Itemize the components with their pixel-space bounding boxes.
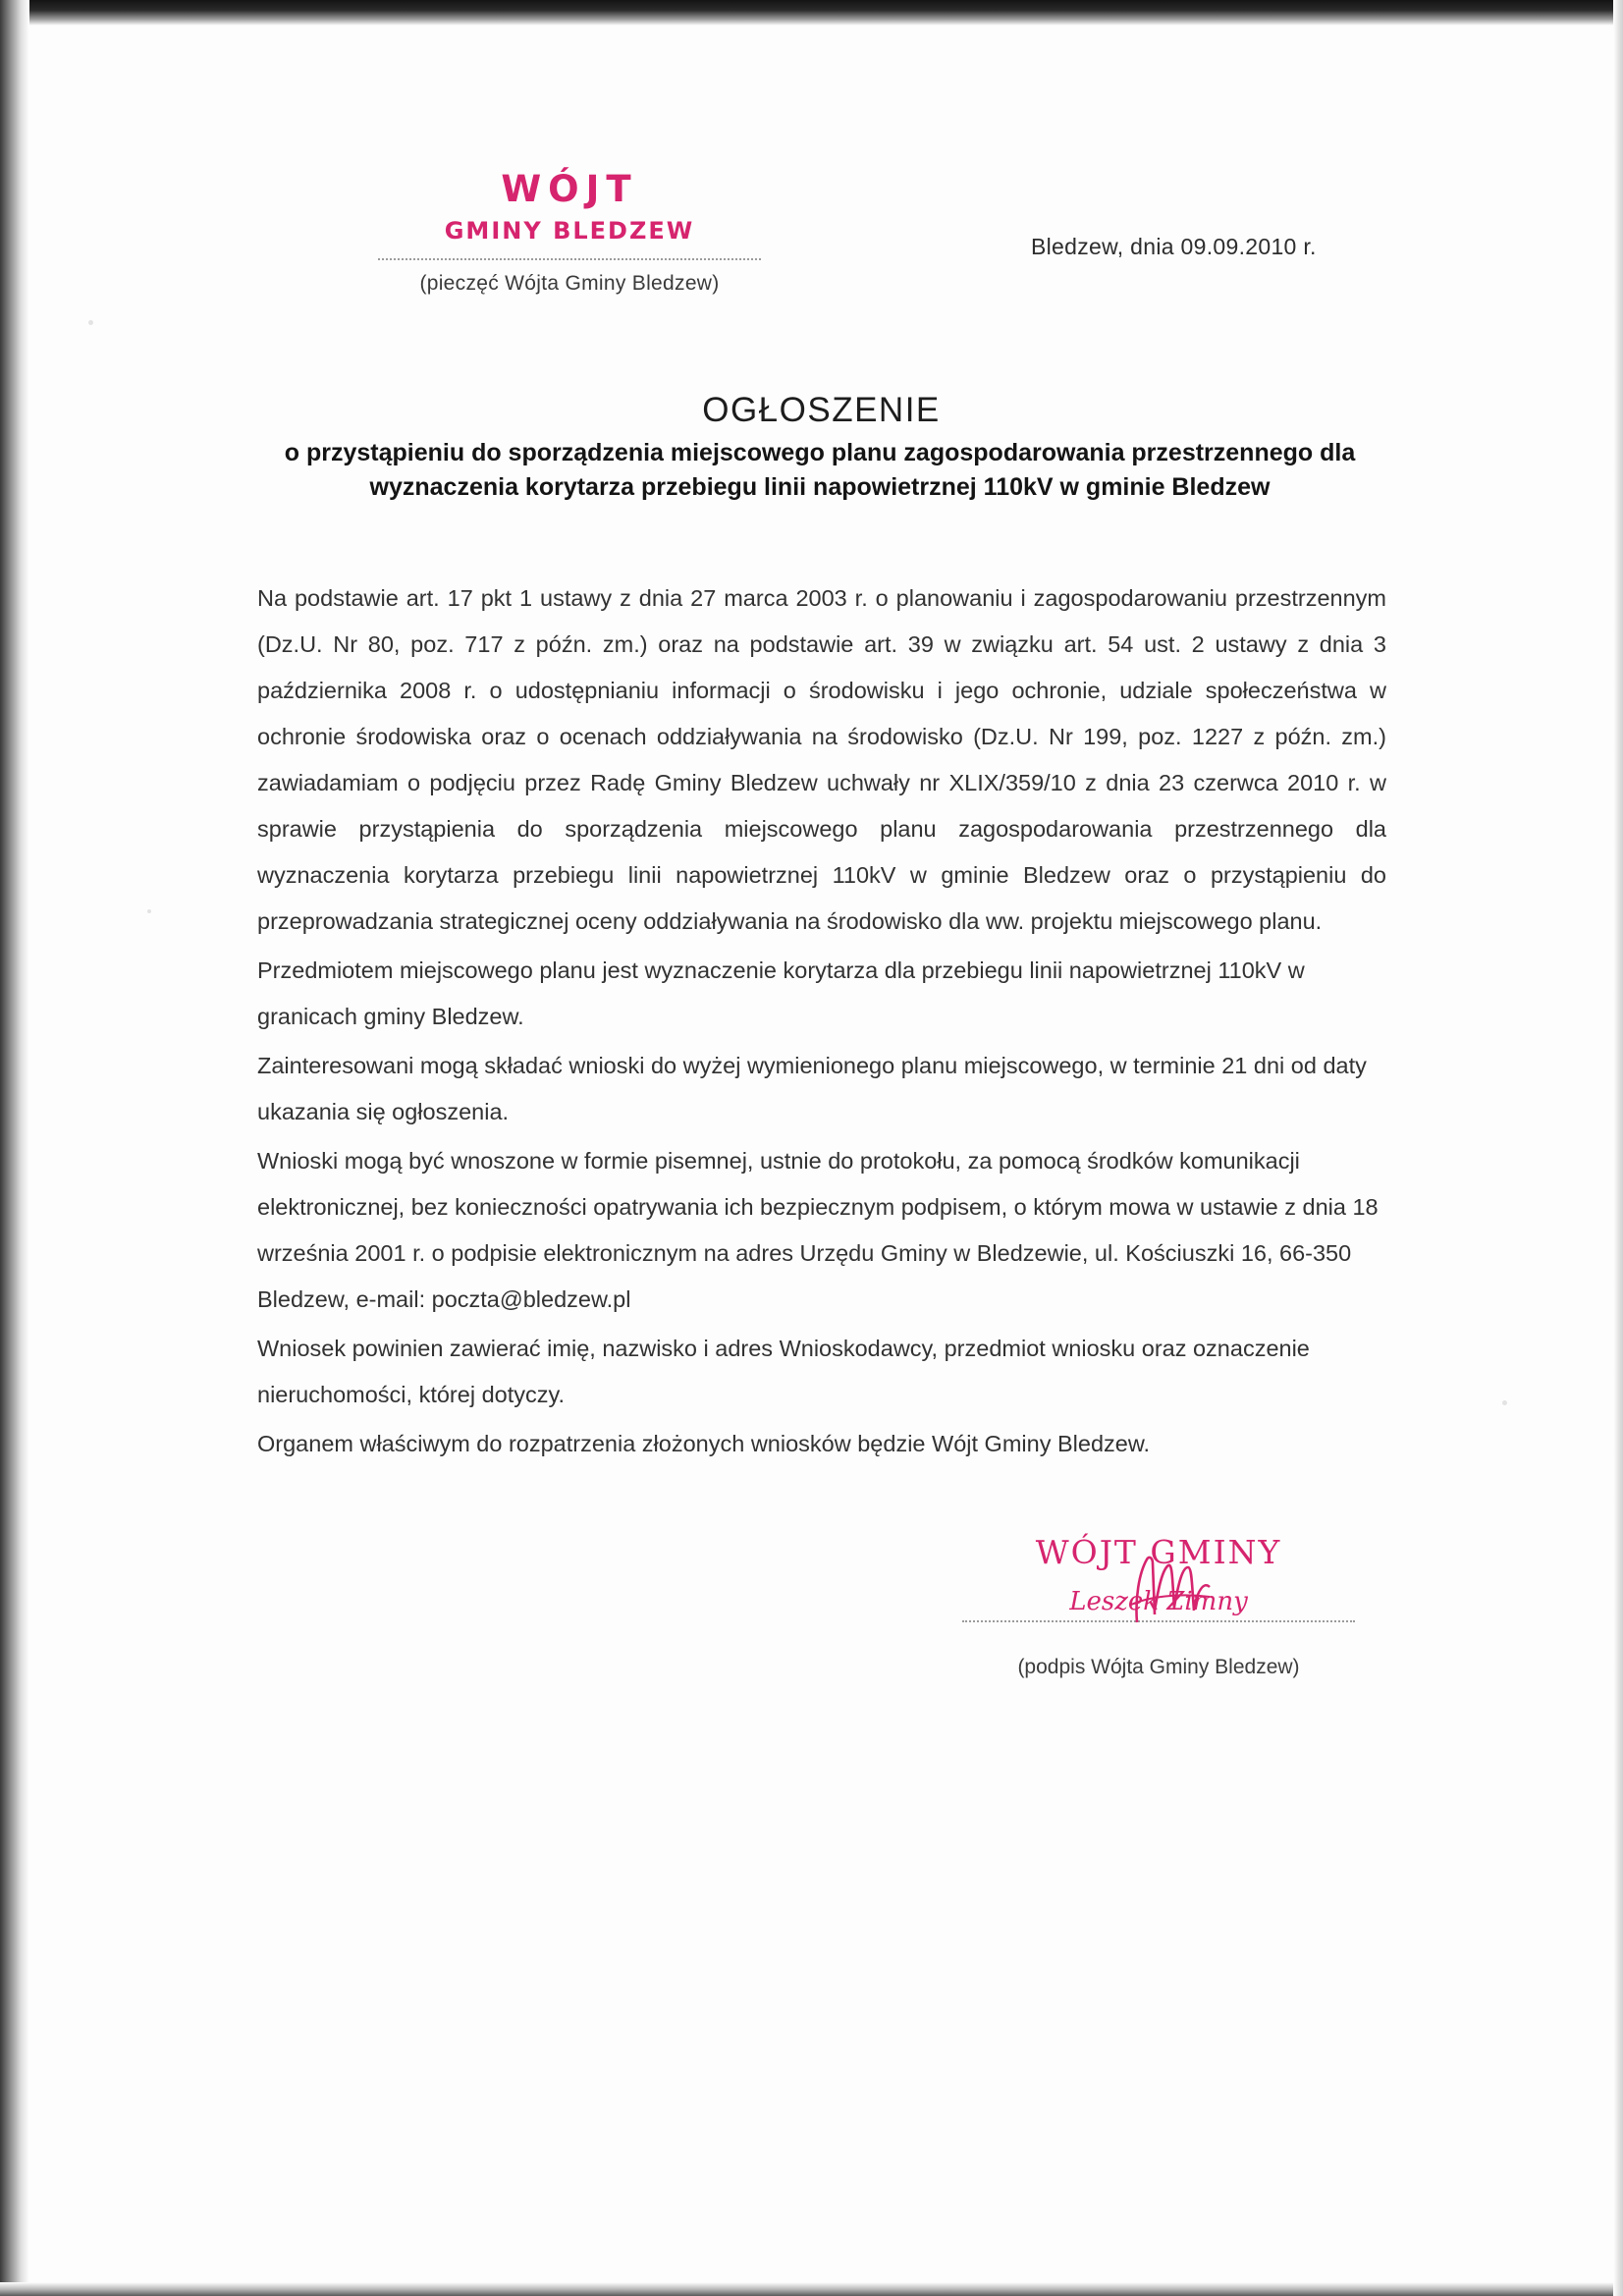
stamp-title-gmina: GMINY BLEDZEW — [444, 217, 695, 245]
paragraph-plan-subject: Przedmiotem miejscowego planu jest wyznaczenie korytarza dla przebiegu linii napowietrznej 110kV w granicach gminy Bledzew. — [257, 957, 1305, 1029]
scan-speck — [1502, 1400, 1507, 1405]
signature-flourish-icon — [1125, 1554, 1214, 1624]
paragraph-submission-form: Wnioski mogą być wnoszone w formie pisemnej, ustnie do protokołu, za pomocą środków komunikacji elektronicznej, bez konieczności opatrywania ich bezpiecznym podpisem, o którym mowa w ustawie z dnia 18 września 2001 r. o podpisie elektronicznym na adres Urzędu Gminy w Bledzewie, ul. Kościuszki 16, 66-350 Bledzew, e-mail: poczta@bledzew.pl — [257, 1148, 1379, 1312]
place-and-date: Bledzew, dnia 09.09.2010 r. — [1031, 234, 1317, 259]
scan-speck — [88, 320, 93, 325]
paragraph-legal-basis: Na podstawie art. 17 pkt 1 ustawy z dnia 27 marca 2003 r. o planowaniu i zagospodarowaniu przestrzennym (Dz.U. Nr 80, poz. 717 z późn. zm.) oraz na podstawie art. 39 w związku art. 54 ust. 2 ustawy z dnia 3 października 2008 r. o udostępnianiu informacji o środowisku i jego ochronie, udziale społeczeństwa w ochronie środowiska oraz o ocenach oddziaływania na środowisko (Dz.U. Nr 199, poz. 1227 z późn. zm.) zawiadamiam o podjęciu przez Radę Gminy Bledzew uchwały nr XLIX/359/10 z dnia 23 czerwca 2010 r. w sprawie przystąpienia do sporządzenia miejscowego planu zagospodarowania przestrzennego dla wyznaczenia korytarza przebiegu linii napowietrznej 110kV w gminie Bledzew oraz o przystąpieniu do przeprowadzania strategicznej oceny oddziaływania na środowisko dla ww. projektu miejscowego planu. — [257, 585, 1386, 934]
stamp-caption: (pieczęć Wójta Gminy Bledzew) — [419, 272, 720, 295]
stamp-title-wojt: WÓJT — [501, 168, 638, 210]
signature-title: WÓJT GMINY — [1035, 1533, 1282, 1571]
document-sheet — [29, 26, 1613, 2282]
document-body — [257, 575, 1386, 1470]
official-stamp — [363, 168, 776, 296]
document-title: OGŁOSZENIE — [702, 391, 941, 429]
scan-speck — [147, 909, 151, 913]
paragraph-competent-authority: Organem właściwym do rozpatrzenia złożonych wniosków będzie Wójt Gminy Bledzew. — [257, 1431, 1151, 1456]
paragraph-submission-term: Zainteresowani mogą składać wnioski do wyżej wymienionego planu miejscowego, w terminie 21 dni od daty ukazania się ogłoszenia. — [257, 1053, 1367, 1124]
signature-script-area — [952, 1587, 1365, 1630]
scan-edge-top — [0, 0, 1623, 26]
scan-edge-bottom — [0, 2282, 1623, 2296]
document-subtitle: o przystąpieniu do sporządzenia miejscowego planu zagospodarowania przestrzennego dla wyznaczenia korytarza przebiegu linii napowietrznej 110kV w gminie Bledzew — [284, 439, 1356, 501]
scan-edge-right — [1613, 0, 1623, 2296]
signature-caption: (podpis Wójta Gminy Bledzew) — [1017, 1656, 1300, 1678]
paragraph-application-content: Wniosek powinien zawierać imię, nazwisko i adres Wnioskodawcy, przedmiot wniosku oraz oznaczenie nieruchomości, której dotyczy. — [257, 1336, 1310, 1407]
scan-edge-left — [0, 0, 29, 2296]
stamp-dotted-rule — [378, 258, 761, 260]
signature-name: Leszek Zimny — [1069, 1587, 1248, 1616]
signature-block — [952, 1533, 1365, 1679]
